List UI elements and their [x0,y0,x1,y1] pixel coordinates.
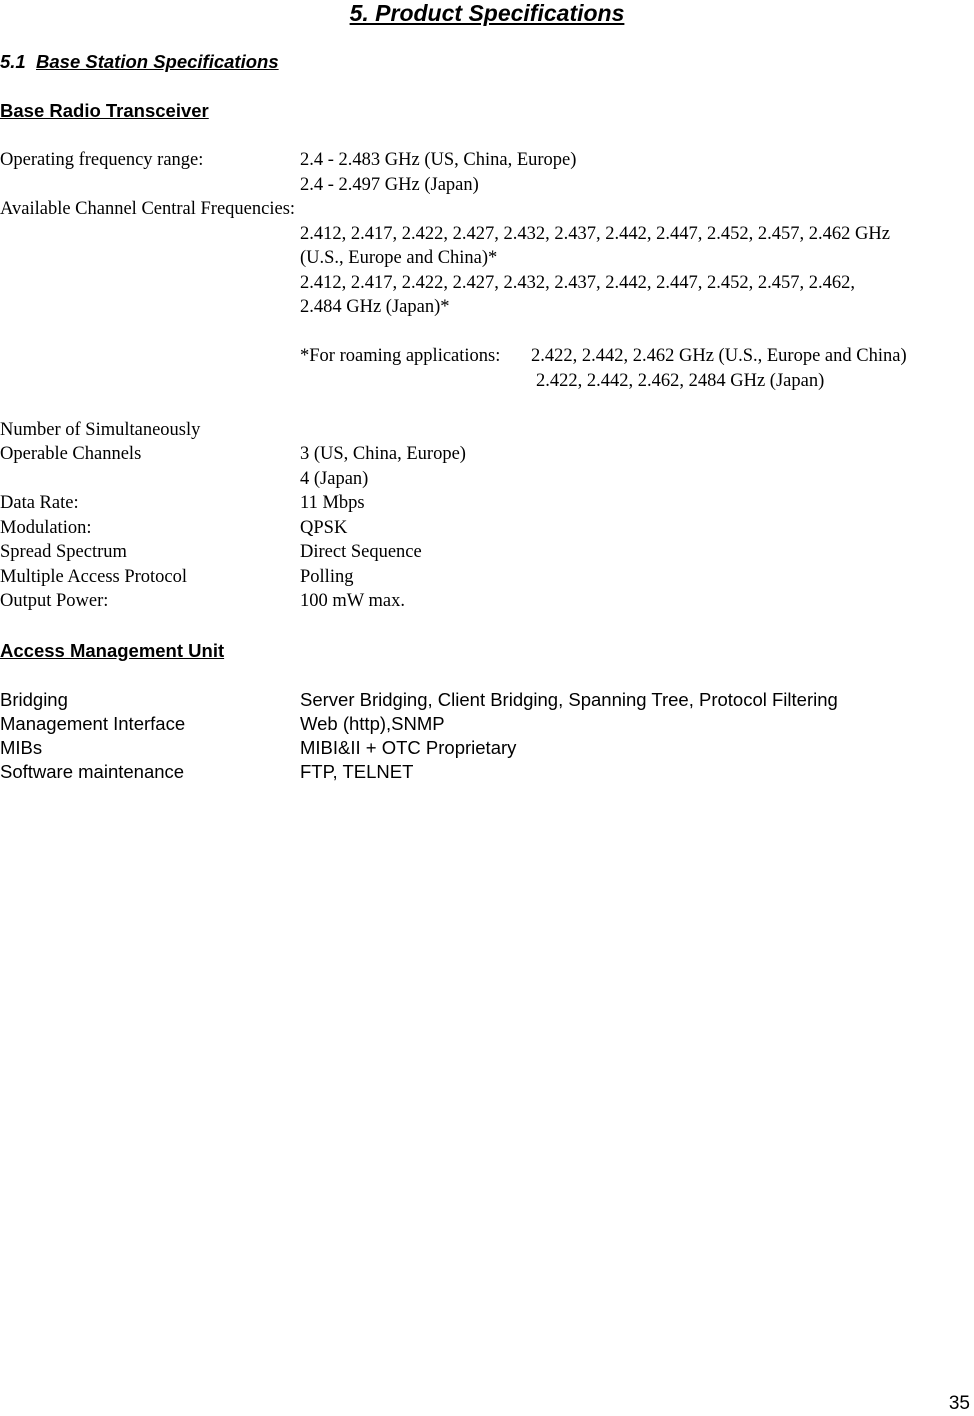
op-freq-value: 2.4 - 2.497 GHz (Japan) [300,175,479,195]
channels-label: Available Channel Central Frequencies: [0,199,296,219]
spec-label: Data Rate: [0,493,79,513]
page-title [0,0,974,26]
amu-spec-value: Server Bridging, Client Bridging, Spanning Tree, Protocol Filtering [300,689,838,710]
spec-value: Polling [300,567,354,587]
spec-label: Modulation: [0,518,92,538]
spec-label: Spread Spectrum [0,542,127,562]
amu-spec-value: MIBI&II + OTC Proprietary [300,737,517,758]
section-number: 5.1 [0,51,26,72]
spec-value: 11 Mbps [300,493,365,513]
channel-line: 2.412, 2.417, 2.422, 2.427, 2.432, 2.437, 2.442, 2.447, 2.452, 2.457, 2.462 GHz [300,224,890,244]
spec-value: Direct Sequence [300,542,422,562]
roaming-label: *For roaming applications: [300,346,501,366]
channel-line: 2.484 GHz (Japan)* [300,297,450,317]
section-heading [0,50,279,74]
spec-label: Output Power: [0,591,109,611]
op-freq-label: Operating frequency range: [0,150,204,170]
page-number: 35 [948,1393,970,1414]
op-freq-value: 2.4 - 2.483 GHz (US, China, Europe) [300,150,577,170]
section-title: Base Station Specifications [36,51,279,72]
simul-label: Number of Simultaneously [0,420,201,440]
amu-spec-value: FTP, TELNET [300,761,414,782]
amu-spec-label: Bridging [0,689,68,710]
roaming-line: 2.422, 2.442, 2.462 GHz (U.S., Europe and China) [531,346,907,366]
spec-label: Multiple Access Protocol [0,567,188,587]
spec-value: 100 mW max. [300,591,405,611]
amu-spec-value: Web (http),SNMP [300,713,445,734]
amu-spec-label: MIBs [0,737,43,758]
amu-heading: Access Management Unit [0,640,225,661]
simul-value: 3 (US, China, Europe) [300,444,466,464]
amu-spec-label: Management Interface [0,713,186,734]
roaming-line: 2.422, 2.442, 2.462, 2484 GHz (Japan) [536,371,825,391]
channel-line: (U.S., Europe and China)* [300,248,498,268]
simul-value: 4 (Japan) [300,469,369,489]
amu-spec-label: Software maintenance [0,761,185,782]
page-title-text: 5. Product Specifications [349,0,625,26]
transceiver-heading: Base Radio Transceiver [0,100,209,121]
simul-label: Operable Channels [0,444,142,464]
spec-value: QPSK [300,518,348,538]
channel-line: 2.412, 2.417, 2.422, 2.427, 2.432, 2.437, 2.442, 2.447, 2.452, 2.457, 2.462, [300,273,855,293]
